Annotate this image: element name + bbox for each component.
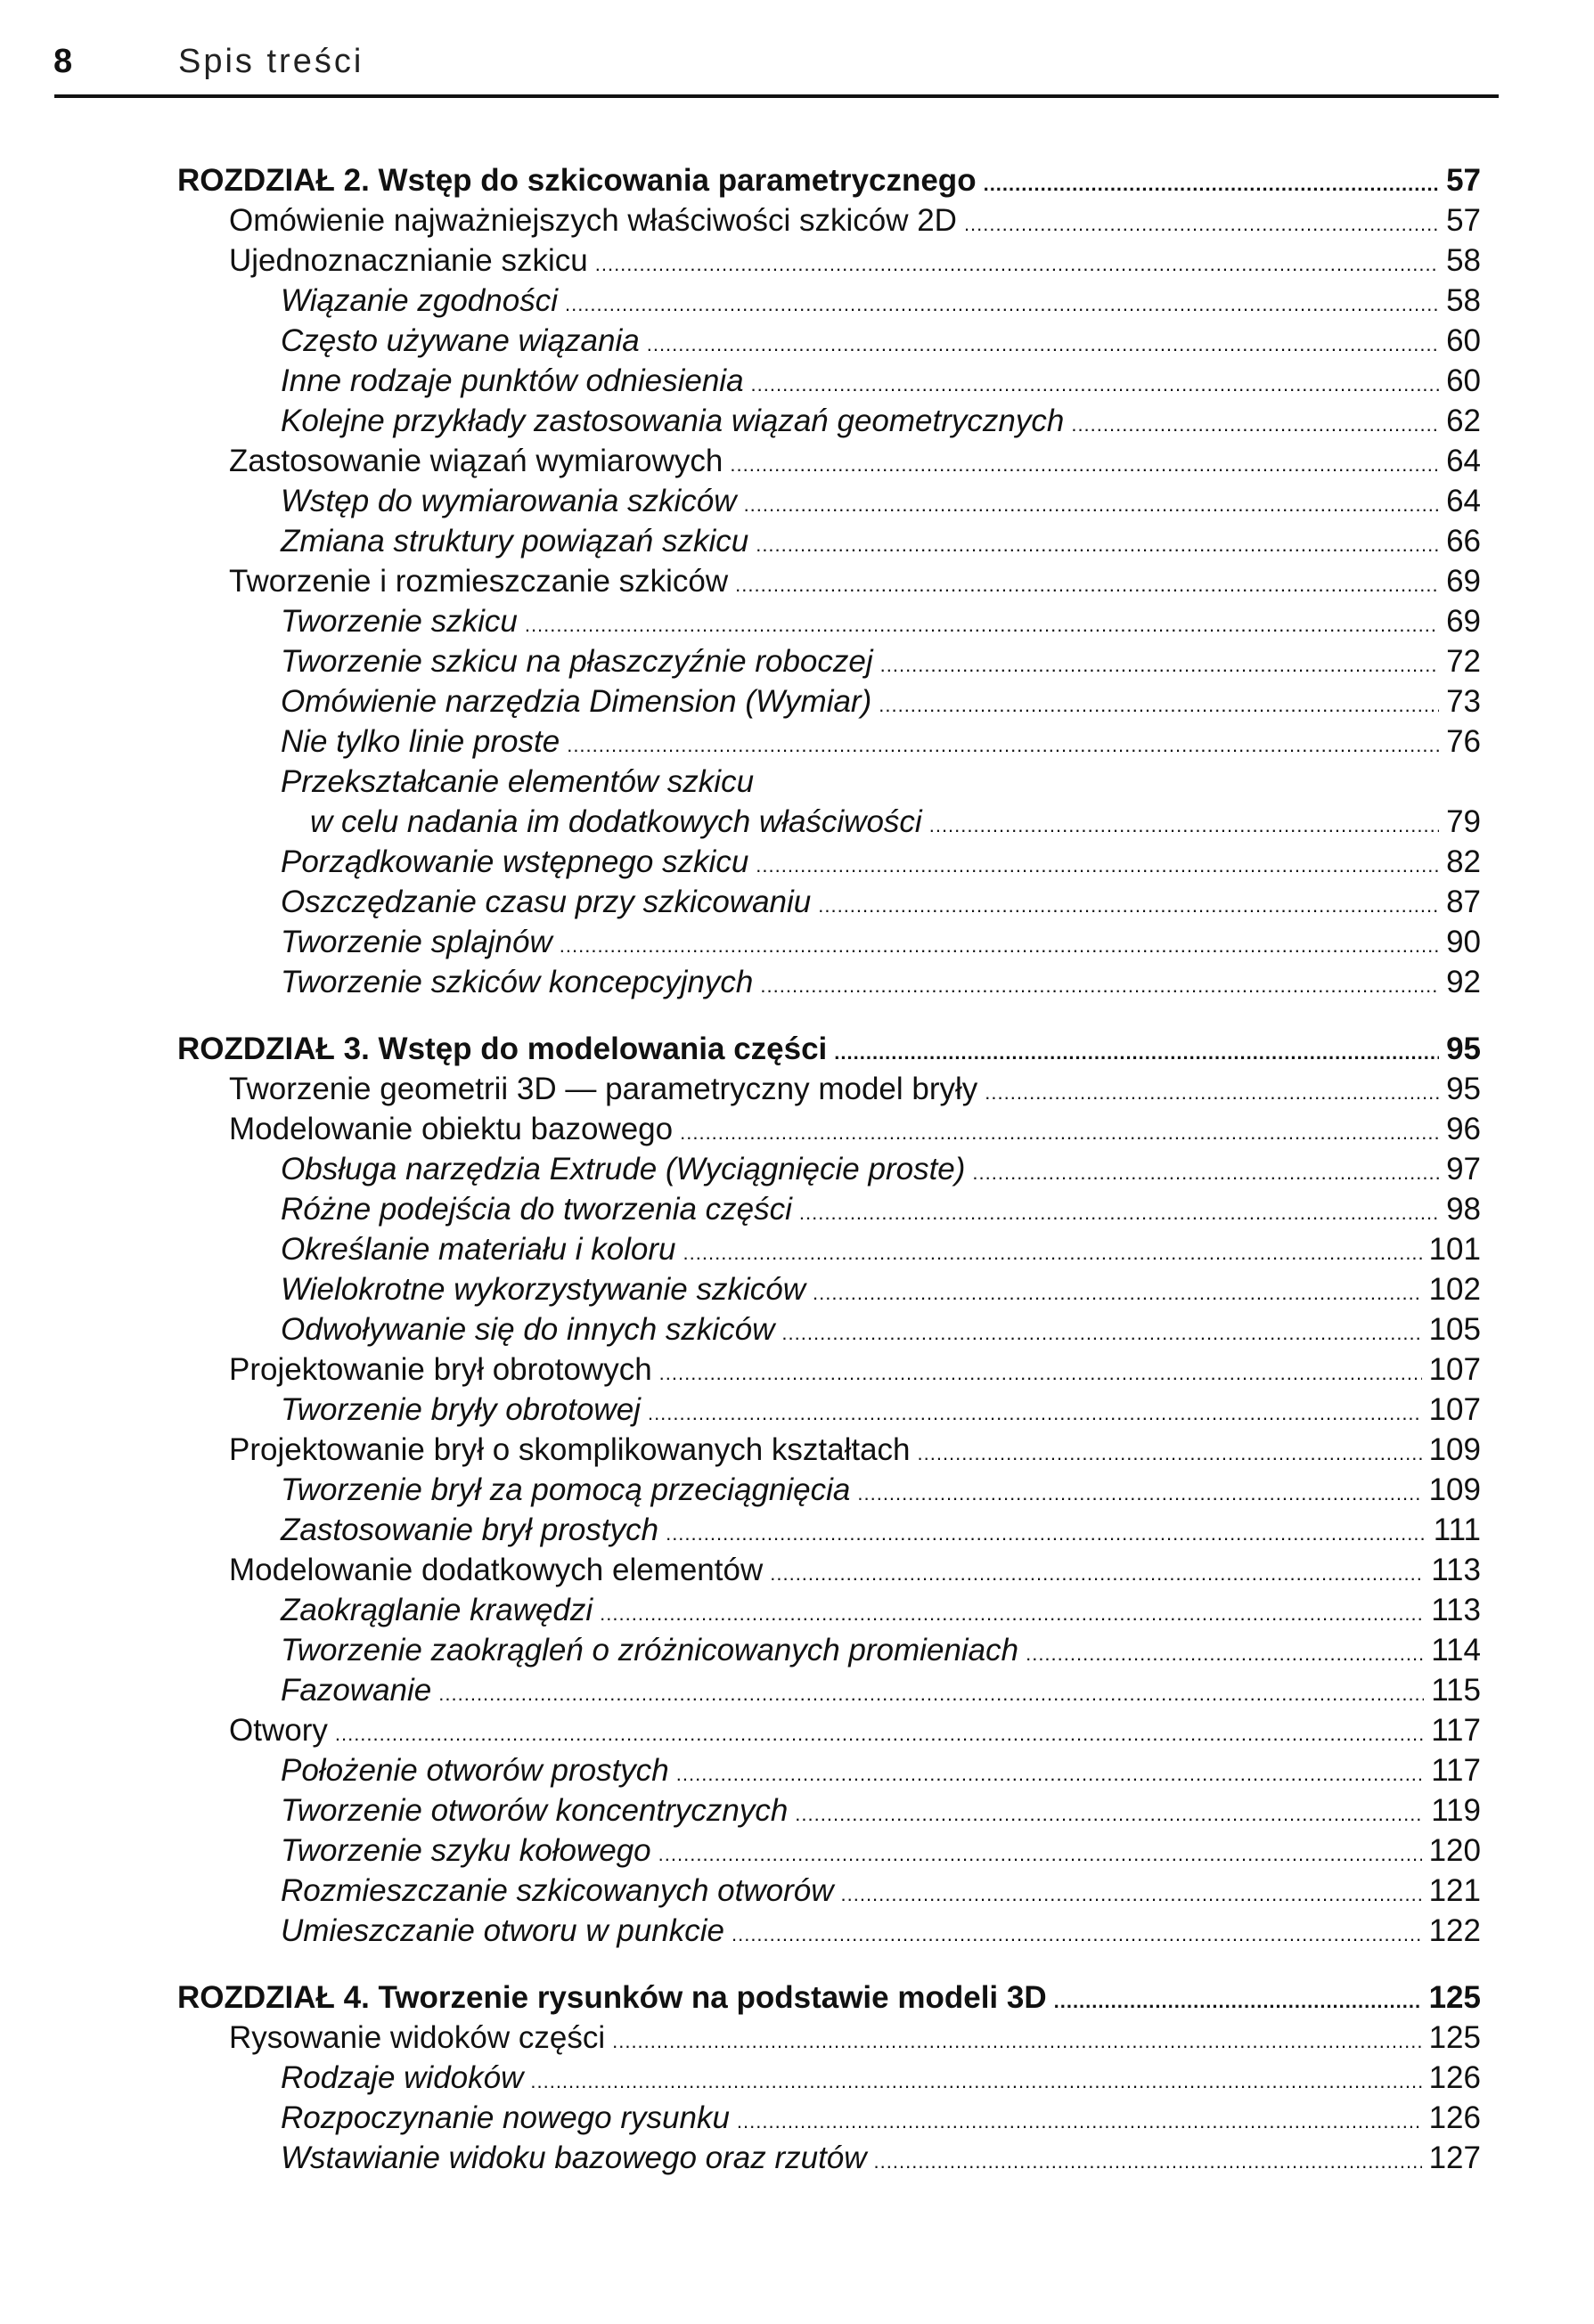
toc-entry [281,1790,1481,1831]
toc-entry [281,2138,1481,2178]
entry-title: Wiązanie zgodności [281,283,558,318]
entry-page: 117 [1431,1753,1481,1788]
entry-title: Otwory [229,1713,328,1748]
dot-leader [735,569,1439,601]
entry-page: 60 [1446,323,1481,358]
entry-page: 105 [1428,1312,1481,1347]
dot-leader [756,850,1439,882]
entry-title: Położenie otworów prostych [281,1753,669,1788]
chapter-heading [177,1977,1481,2018]
dot-leader [335,1718,1424,1750]
entry-page: 76 [1446,724,1481,759]
toc-entry [229,1430,1481,1470]
entry-page: 82 [1446,844,1481,879]
entry-page: 126 [1428,2100,1481,2135]
page-number: 8 [53,43,73,80]
toc-entry [281,1390,1481,1430]
entry-page: 115 [1431,1673,1481,1708]
entry-title: Projektowanie brył obrotowych [229,1352,652,1387]
entry-page: 66 [1446,524,1481,559]
toc-entry [281,1831,1481,1871]
entry-page: 111 [1433,1513,1481,1547]
entry-title: ROZDZIAŁ 3. Wstęp do modelowania części [177,1032,828,1066]
entry-page: 69 [1446,604,1481,639]
toc-entry [281,401,1481,441]
dot-leader [818,890,1439,922]
entry-title: Odwoływanie się do innych szkiców [281,1312,775,1347]
entry-page: 125 [1428,2020,1481,2055]
entry-title: Ujednoznacznianie szkicu [229,243,588,278]
dot-leader [666,1518,1426,1550]
entry-page: 121 [1428,1873,1481,1908]
dot-leader [1026,1638,1424,1670]
entry-title: Kolejne przykłady zastosowania wiązań geometrycznych [281,404,1065,438]
entry-title: ROZDZIAŁ 2. Wstęp do szkicowania parametrycznego [177,163,977,198]
entry-title: Zmiana struktury powiązań szkicu [281,524,749,559]
entry-title: Tworzenie i rozmieszczanie szkiców [229,564,729,599]
toc-entry [281,521,1481,561]
entry-page: 58 [1446,243,1481,278]
entry-page: 72 [1446,644,1481,679]
dot-leader [770,1558,1424,1590]
entry-page: 101 [1428,1232,1481,1267]
dot-leader [760,970,1439,1002]
dot-leader [595,249,1439,281]
toc-entry [281,601,1481,641]
dot-leader [984,168,1439,200]
toc-entry [229,200,1481,241]
dot-leader [985,1077,1439,1109]
entry-title: Inne rodzaje punktów odniesienia [281,363,744,398]
dot-leader [730,449,1439,481]
dot-leader [732,1919,1422,1951]
entry-title: Rodzaje widoków [281,2060,524,2095]
toc-entry [281,481,1481,521]
entry-page: 113 [1431,1593,1481,1627]
entry-title: Omówienie najważniejszych właściwości szkiców 2D [229,203,957,238]
entry-title: Tworzenie szkiców koncepcyjnych [281,965,754,999]
entry-title: ROZDZIAŁ 4. Tworzenie rysunków na podstawie modeli 3D [177,1980,1047,2015]
entry-title: Tworzenie splajnów [281,925,552,959]
toc-entry [281,1630,1481,1670]
toc-entry [229,2018,1481,2058]
entry-page: 120 [1428,1833,1481,1868]
toc-entry [281,1269,1481,1309]
toc-entry [281,321,1481,361]
entry-page: 122 [1428,1913,1481,1948]
header-rule [54,94,1499,98]
entry-title: Rozpoczynanie nowego rysunku [281,2100,730,2135]
entry-title: Tworzenie geometrii 3D — parametryczny model bryły [229,1072,978,1106]
entry-title: Nie tylko linie proste [281,724,560,759]
dot-leader [567,730,1439,762]
entry-page: 58 [1446,283,1481,318]
entry-page: 97 [1446,1152,1481,1186]
entry-title: Tworzenie brył za pomocą przeciągnięcia [281,1472,851,1507]
entry-title: Tworzenie zaokrągleń o zróżnicowanych promieniach [281,1633,1019,1668]
entry-title: Porządkowanie wstępnego szkicu [281,844,749,879]
entry-page: 64 [1446,444,1481,478]
entry-page: 98 [1446,1192,1481,1227]
dot-leader [744,489,1440,521]
toc-entry [281,1309,1481,1350]
dot-leader [874,2146,1422,2178]
toc-entry [281,962,1481,1002]
entry-title: Określanie materiału i koloru [281,1232,676,1267]
entry-page: 62 [1446,404,1481,438]
entry-title: Często używane wiązania [281,323,640,358]
dot-leader [857,1478,1421,1510]
entry-page: 73 [1446,684,1481,719]
entry-page: 90 [1446,925,1481,959]
dot-leader [438,1678,1424,1710]
entry-title: Fazowanie [281,1673,432,1708]
dot-leader [648,1398,1422,1430]
entry-page: 117 [1431,1713,1481,1748]
entry-title: Tworzenie bryły obrotowej [281,1392,641,1427]
entry-title: Zastosowanie wiązań wymiarowych [229,444,723,478]
entry-page: 57 [1446,203,1481,238]
dot-leader [841,1879,1422,1911]
dot-leader [880,649,1439,681]
entry-page: 57 [1446,163,1481,198]
dot-leader [813,1277,1422,1309]
dot-leader [781,1317,1421,1350]
entry-title: Rysowanie widoków części [229,2020,606,2055]
entry-page: 125 [1428,1980,1481,2015]
dot-leader [918,1438,1422,1470]
toc-entry [281,1871,1481,1911]
entry-page: 64 [1446,484,1481,518]
entry-page: 60 [1446,363,1481,398]
toc-entry [281,1149,1481,1189]
entry-title: Zaokrąglanie krawędzi [281,1593,593,1627]
entry-page: 92 [1446,965,1481,999]
entry-title: Przekształcanie elementów szkicu [281,764,755,799]
toc-entry [281,1670,1481,1710]
entry-page: 107 [1428,1392,1481,1427]
entry-title: Różne podejścia do tworzenia części [281,1192,792,1227]
toc-entry [229,1109,1481,1149]
dot-leader [929,810,1439,842]
dot-leader [751,369,1440,401]
toc-entry [281,281,1481,321]
dot-leader [1071,409,1439,441]
dot-leader [560,930,1439,962]
entry-page: 127 [1428,2141,1481,2175]
dot-leader [565,289,1439,321]
toc-entry [281,361,1481,401]
toc-entry [229,1069,1481,1109]
entry-title: Obsługa narzędzia Extrude (Wyciągnięcie proste) [281,1152,966,1186]
dot-leader [525,609,1439,641]
dot-leader [680,1117,1439,1149]
entry-page: 95 [1446,1072,1481,1106]
dot-leader [600,1598,1424,1630]
entry-page: 102 [1428,1272,1481,1307]
toc-entry [281,842,1481,882]
dot-leader [658,1839,1422,1871]
dot-leader [834,1037,1439,1069]
toc-entry [281,722,1481,762]
toc-entry [281,882,1481,922]
table-of-contents [0,160,1594,2178]
entry-page: 95 [1446,1032,1481,1066]
dot-leader [676,1758,1424,1790]
entry-title: Tworzenie szkicu [281,604,518,639]
entry-page: 126 [1428,2060,1481,2095]
dot-leader [964,208,1439,241]
toc-entry [281,1911,1481,1951]
toc-entry [229,241,1481,281]
toc-entry [281,1590,1481,1630]
entry-title: Modelowanie dodatkowych elementów [229,1553,764,1587]
entry-page: 109 [1428,1472,1481,1507]
toc-entry [281,681,1481,722]
entry-title: Umieszczanie otworu w punkcie [281,1913,724,1948]
toc-entry [281,1510,1481,1550]
dot-leader [799,1197,1439,1229]
entry-page: 119 [1431,1793,1481,1828]
chapter-heading [177,1029,1481,1069]
toc-entry [281,922,1481,962]
dot-leader [647,329,1439,361]
entry-title: Projektowanie brył o skomplikowanych kształtach [229,1432,911,1467]
toc-entry [229,441,1481,481]
dot-leader [1054,1986,1422,2018]
entry-page: 69 [1446,564,1481,599]
toc-entry [229,1550,1481,1590]
toc-entry [281,1229,1481,1269]
toc-entry [281,762,1481,802]
entry-page: 79 [1446,804,1481,839]
toc-entry [281,1750,1481,1790]
entry-page: 87 [1446,885,1481,919]
toc-entry [229,561,1481,601]
toc-entry [281,1470,1481,1510]
entry-page: 109 [1428,1432,1481,1467]
section-title: Spis treści [178,43,364,80]
dot-leader [612,2026,1421,2058]
entry-title: Rozmieszczanie szkicowanych otworów [281,1873,834,1908]
dot-leader [756,529,1439,561]
dot-leader [795,1798,1424,1831]
entry-page: 113 [1431,1553,1481,1587]
dot-leader [737,2106,1422,2138]
toc-entry [281,1189,1481,1229]
toc-entry [229,1710,1481,1750]
dot-leader [879,689,1439,722]
dot-leader [683,1237,1422,1269]
dot-leader [659,1358,1422,1390]
entry-title: Omówienie narzędzia Dimension (Wymiar) [281,684,872,719]
entry-title: Wstęp do wymiarowania szkiców [281,484,737,518]
entry-title: Zastosowanie brył prostych [281,1513,659,1547]
entry-title: w celu nadania im dodatkowych właściwości [310,804,922,839]
chapter-heading [177,160,1481,200]
entry-title: Tworzenie szyku kołowego [281,1833,651,1868]
toc-entry [281,2098,1481,2138]
toc-entry [281,2058,1481,2098]
entry-title: Oszczędzanie czasu przy szkicowaniu [281,885,812,919]
dot-leader [530,2066,1421,2098]
toc-entry [229,1350,1481,1390]
entry-title: Tworzenie szkicu na płaszczyźnie roboczej [281,644,873,679]
toc-entry-continuation [310,802,1481,842]
toc-entry [281,641,1481,681]
entry-title: Tworzenie otworów koncentrycznych [281,1793,789,1828]
entry-title: Wielokrotne wykorzystywanie szkiców [281,1272,806,1307]
entry-page: 107 [1428,1352,1481,1387]
entry-title: Modelowanie obiektu bazowego [229,1112,674,1146]
dot-leader [972,1157,1439,1189]
entry-page: 96 [1446,1112,1481,1146]
entry-page: 114 [1431,1633,1481,1668]
entry-title: Wstawianie widoku bazowego oraz rzutów [281,2141,867,2175]
